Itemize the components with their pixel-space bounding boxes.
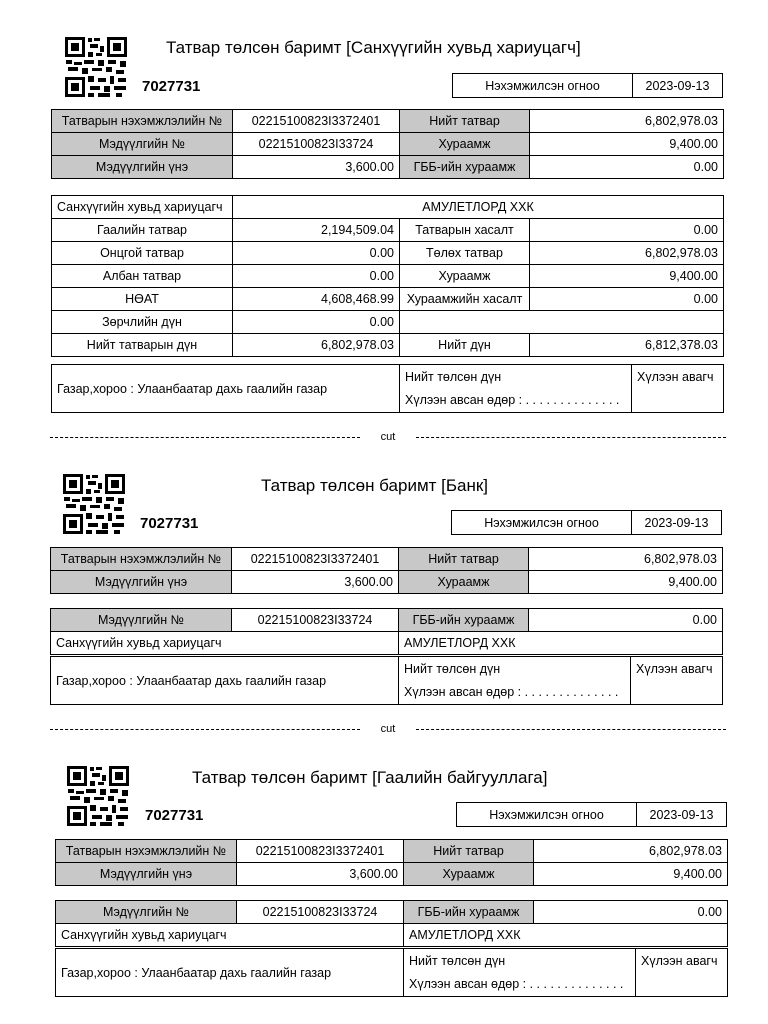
table-row — [52, 334, 724, 357]
value-cell: 02215100823I3372401 — [233, 110, 400, 133]
table-row — [52, 219, 724, 242]
table-row — [56, 863, 728, 886]
date-value: 2023-09-13 — [649, 807, 714, 822]
received-date-label: Хүлээн авсан өдөр : . . . . . . . . . . . . . . — [399, 681, 631, 705]
label-cell: Нийт татвар — [399, 548, 529, 571]
customer-name: АМУЛЕТЛОРД ХХК — [233, 196, 724, 219]
label-cell: Санхүүгийн хувьд хариуцагч — [56, 924, 404, 947]
label-cell: ГББ-ийн хураамж — [400, 156, 530, 179]
value-cell: 9,400.00 — [529, 571, 723, 594]
value-cell: 0.00 — [529, 609, 723, 632]
table-row — [52, 242, 724, 265]
value-cell: 6,802,978.03 — [530, 242, 724, 265]
total-paid-label: Нийт төлсөн дүн — [399, 657, 631, 681]
value-cell: 0.00 — [530, 288, 724, 311]
total-paid-label: Нийт төлсөн дүн — [404, 949, 636, 973]
receiver-label: Хүлээн авагч — [632, 365, 724, 413]
table-row — [52, 265, 724, 288]
label-cell: Хураамжийн хасалт — [400, 288, 530, 311]
label-cell: Мэдүүлгийн үнэ — [52, 156, 233, 179]
value-cell: 3,600.00 — [237, 863, 404, 886]
label-cell: Нийт татварын дүн — [52, 334, 233, 357]
date-box — [452, 73, 723, 98]
label-cell: ГББ-ийн хураамж — [399, 609, 529, 632]
qr-code-icon — [66, 765, 130, 827]
customer-name: АМУЛЕТЛОРД ХХК — [404, 924, 728, 947]
label-cell: НӨАТ — [52, 288, 233, 311]
date-label: Нэхэмжилсэн огноо — [457, 803, 637, 826]
value-cell: 2,194,509.04 — [233, 219, 400, 242]
table-row — [51, 657, 723, 681]
date-label: Нэхэмжилсэн огноо — [452, 511, 632, 534]
receipt-id: 7027731 — [145, 807, 204, 824]
receipt-id: 7027731 — [142, 78, 201, 95]
table-row — [51, 571, 723, 594]
summary-table — [50, 547, 723, 594]
receipt-id: 7027731 — [140, 515, 199, 532]
label-cell: Хураамж — [399, 571, 529, 594]
label-cell: Хураамж — [404, 863, 534, 886]
label-cell: Албан татвар — [52, 265, 233, 288]
cut-line — [50, 722, 726, 736]
cut-label: cut — [380, 431, 396, 443]
value-cell: 0.00 — [534, 901, 728, 924]
label-cell: Татварын нэхэмжлэлийн № — [52, 110, 233, 133]
label-cell: Мэдүүлгийн № — [52, 133, 233, 156]
label-cell: Татварын нэхэмжлэлийн № — [56, 840, 237, 863]
value-cell: 3,600.00 — [232, 571, 399, 594]
label-cell: Нийт татвар — [400, 110, 530, 133]
table-row — [52, 110, 724, 133]
value-cell: 0.00 — [233, 242, 400, 265]
label-cell: Гаалийн татвар — [52, 219, 233, 242]
value-cell: 3,600.00 — [233, 156, 400, 179]
date-value: 2023-09-13 — [644, 515, 709, 530]
label-cell: Зөрчлийн дүн — [52, 311, 233, 334]
value-cell: 02215100823I3372401 — [237, 840, 404, 863]
value-cell: 02215100823I33724 — [232, 609, 399, 632]
detail-table — [55, 900, 728, 947]
receipt-title: Татвар төлсөн баримт [Банк] — [261, 476, 489, 495]
label-cell: Онцгой татвар — [52, 242, 233, 265]
signature-table — [50, 656, 723, 705]
table-row — [51, 609, 723, 632]
value-cell: 6,802,978.03 — [530, 110, 724, 133]
empty-cell — [400, 311, 724, 334]
receiver-label: Хүлээн авагч — [636, 949, 728, 997]
table-row — [52, 365, 724, 389]
qr-code-icon — [64, 36, 128, 98]
table-row — [52, 288, 724, 311]
location-cell: Газар,хороо : Улаанбаатар дахь гаалийн газар — [52, 365, 400, 413]
qr-code-icon — [62, 473, 126, 535]
table-row — [51, 632, 723, 655]
value-cell: 0.00 — [233, 311, 400, 334]
value-cell: 6,802,978.03 — [529, 548, 723, 571]
date-label: Нэхэмжилсэн огноо — [453, 74, 633, 97]
label-cell: Хураамж — [400, 133, 530, 156]
value-cell: 6,802,978.03 — [534, 840, 728, 863]
value-cell: 0.00 — [233, 265, 400, 288]
receipt-title: Татвар төлсөн баримт [Санхүүгийн хувьд хариуцагч] — [166, 38, 581, 57]
location-cell: Газар,хороо : Улаанбаатар дахь гаалийн газар — [56, 949, 404, 997]
receiver-label: Хүлээн авагч — [631, 657, 723, 705]
label-cell: Нийт дүн — [400, 334, 530, 357]
date-box — [451, 510, 722, 535]
value-cell: 9,400.00 — [534, 863, 728, 886]
cut-line — [50, 430, 726, 444]
customer-name: АМУЛЕТЛОРД ХХК — [399, 632, 723, 655]
label-cell: Мэдүүлгийн № — [51, 609, 232, 632]
table-row — [56, 840, 728, 863]
table-row — [52, 156, 724, 179]
value-cell: 02215100823I33724 — [237, 901, 404, 924]
value-cell: 02215100823I3372401 — [232, 548, 399, 571]
value-cell: 0.00 — [530, 219, 724, 242]
signature-table — [51, 364, 724, 413]
table-row — [52, 133, 724, 156]
label-cell: Санхүүгийн хувьд хариуцагч — [52, 196, 233, 219]
table-row — [56, 924, 728, 947]
value-cell: 9,400.00 — [530, 133, 724, 156]
value-cell: 0.00 — [530, 156, 724, 179]
total-paid-label: Нийт төлсөн дүн — [400, 365, 632, 389]
value-cell: 6,802,978.03 — [233, 334, 400, 357]
value-cell: 02215100823I33724 — [233, 133, 400, 156]
signature-table — [55, 948, 728, 997]
received-date-label: Хүлээн авсан өдөр : . . . . . . . . . . . . . . — [400, 389, 632, 413]
detail-table — [50, 608, 723, 655]
label-cell: Санхүүгийн хувьд хариуцагч — [51, 632, 399, 655]
value-cell: 6,812,378.03 — [530, 334, 724, 357]
label-cell: Мэдүүлгийн № — [56, 901, 237, 924]
table-row — [56, 949, 728, 973]
label-cell: ГББ-ийн хураамж — [404, 901, 534, 924]
date-value: 2023-09-13 — [645, 78, 710, 93]
label-cell: Татварын хасалт — [400, 219, 530, 242]
detail-table — [51, 195, 724, 357]
summary-table — [51, 109, 724, 179]
received-date-label: Хүлээн авсан өдөр : . . . . . . . . . . . . . . — [404, 973, 636, 997]
value-cell: 4,608,468.99 — [233, 288, 400, 311]
label-cell: Төлөх татвар — [400, 242, 530, 265]
label-cell: Мэдүүлгийн үнэ — [51, 571, 232, 594]
label-cell: Мэдүүлгийн үнэ — [56, 863, 237, 886]
label-cell: Татварын нэхэмжлэлийн № — [51, 548, 232, 571]
value-cell: 9,400.00 — [530, 265, 724, 288]
label-cell: Нийт татвар — [404, 840, 534, 863]
location-cell: Газар,хороо : Улаанбаатар дахь гаалийн газар — [51, 657, 399, 705]
table-row — [51, 548, 723, 571]
table-row — [52, 196, 724, 219]
table-row — [56, 901, 728, 924]
date-box — [456, 802, 727, 827]
cut-label: cut — [380, 723, 396, 735]
table-row — [52, 311, 724, 334]
summary-table — [55, 839, 728, 886]
receipt-title: Татвар төлсөн баримт [Гаалийн байгууллага] — [192, 768, 548, 787]
label-cell: Хураамж — [400, 265, 530, 288]
